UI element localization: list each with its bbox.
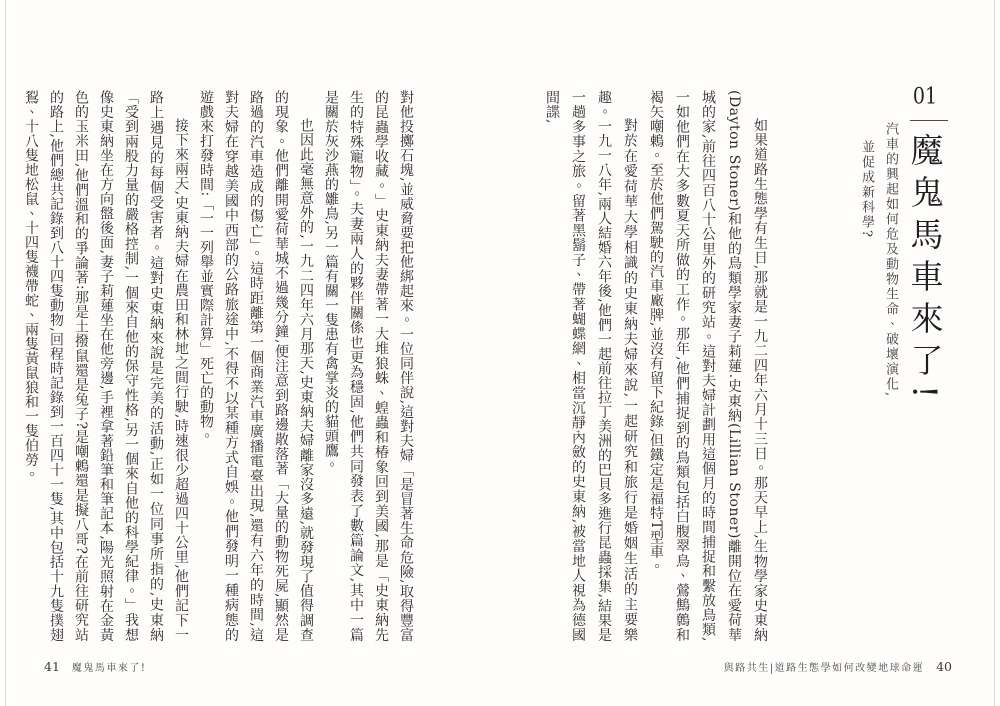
- subtitle-line-2: 並促成新科學?: [859, 140, 874, 239]
- paragraph: 對他投擲石塊,並威脅要把他綁起來。一位同伴說,這對夫婦「是冒著生命危險,取得豐富的昆蟲學收藏。」史東納夫妻帶著一大堆狼蛛、蝗蟲和椿象回到美國,那是「史東納先生的特殊寵物」。夫妻兩人的夥伴關係也更為穩固,他們共同發表了數篇論文,其中一篇是關於灰沙燕的雛鳥,另一篇有關一隻患有禽掌炎的貓頭鷹。: [323, 90, 414, 642]
- right-page-edge: [994, 0, 995, 706]
- left-page-body-text: [0, 90, 418, 642]
- paragraph: 也因此毫無意外的,一九二四年六月那天,史東納夫婦離家沒多遠,就發現了值得調查的現象。他們離開愛荷華城不過幾分鐘,便注意到路邊散落著「大量的動物死屍,顯然是路過的汽車造成的傷亡」。這時距離第一個商業汽車廣播電臺出現,還有六年的時間,這對夫婦在穿越美國中西部的公路旅途中,不得不以某種方式自娛。他們發明一種病態的遊戲來打發時間:「一一列舉並實際計算」死亡的動物。: [198, 90, 314, 642]
- chapter-rule-divider: [910, 120, 948, 121]
- paragraph: 對於在愛荷華大學相識的史東納夫婦來說,一起研究和旅行是婚姻生活的主要樂趣。一九一八年,兩人結婚六年後,他們一起前往拉丁美洲的巴貝多進行昆蟲採集,結果是一趟多事之旅。留著黑鬍子、帶著蝴蝶網、相當沉靜內斂的史東納,被當地人視為德國間諜,: [544, 90, 638, 642]
- paragraph: 如果道路生態學有生日,那就是一九二四年六月十三日。那天早上,生物學家史東納(Dayton Stoner)和他的鳥類學家妻子莉蓮.史東納(Lillian Stoner)離開位在愛荷華城的家,前往四百八十公里外的研究站。這對夫婦計劃用這個月的時間捕捉和繫放鳥類,一如他們在大多數夏天所做的工作。那年,他們捕捉到的鳥類包括白腹翠鳥、鶯鷦鷯和褐矢嘲鶇。至於他們駕駛的汽車廠牌,並沒有留下紀錄,但鐵定是福特T型車。: [648, 90, 768, 642]
- chapter-subtitle: [850, 122, 902, 542]
- right-page-body-text: [533, 90, 773, 642]
- paragraph: 接下來兩天,史東納夫婦在農田和林地之間行駛,時速很少超過四十公里,他們記下一路上遇見的每個受害者。這對史東納來說是完美的活動,正如一位同事所指的,史東納「受到兩股力量的嚴格控制,一個來自他的保守性格,另一個來自他的科學紀律。」我想像史東納坐在方向盤後面,妻子莉蓮坐在他旁邊,手裡拿著鉛筆和筆記本,陽光照射在金黃色的玉米田,他們溫和的爭論著:那是土撥鼠還是兔子?是嘲鶇還是擬八哥?在前往研究站的路上,他們總共記錄到八十四隻動物,回程時記錄到一百四十一隻,其中包括十九隻撲翅鴷、十八隻地松鼠、十四隻襪帶蛇、兩隻黃鼠狼和一隻伯勞。: [23, 90, 189, 642]
- right-page-footer: [724, 659, 952, 674]
- subtitle-line-1: 汽車的興起如何危及動物生命、破壞演化,: [883, 122, 898, 399]
- page-number: 41: [44, 659, 60, 674]
- chapter-header: [902, 86, 949, 646]
- page-number: 40: [936, 659, 952, 674]
- chapter-number: 01: [912, 86, 938, 108]
- running-title: 魔鬼馬車來了!: [71, 663, 147, 674]
- chapter-title: 魔鬼馬車來了!: [905, 133, 945, 408]
- left-page-footer: [44, 659, 146, 674]
- running-title: 與路共生|道路生態學如何改變地球命運: [723, 663, 925, 674]
